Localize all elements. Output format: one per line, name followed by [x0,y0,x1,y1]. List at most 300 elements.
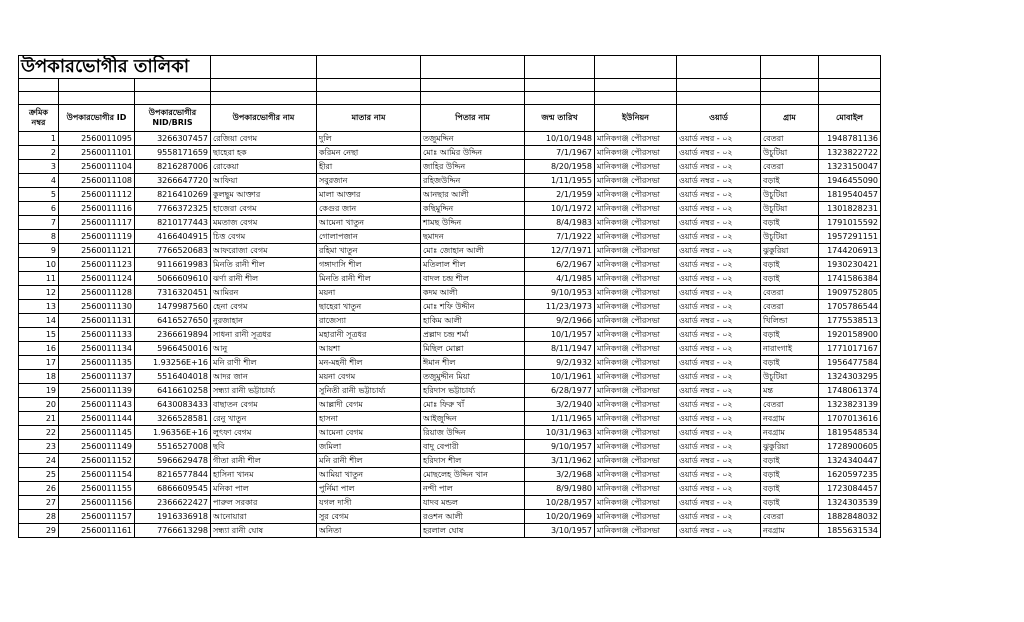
table-row [19,300,881,314]
cell-village: উচুটিয়া [761,188,819,202]
cell-beneficiary-id: 2560011104 [59,160,135,174]
cell-beneficiary-id: 2560011154 [59,468,135,482]
cell-father: তজুমদ্দিন [421,132,525,146]
cell-beneficiary-id: 2560011131 [59,314,135,328]
cell-mobile: 1301828231 [819,202,881,216]
cell-nid: 5516527008 [135,440,211,454]
cell-father: ছমাদন [421,230,525,244]
cell-nid: 6416610258 [135,384,211,398]
cell-union: মানিকগঞ্জ পৌরসভা [595,230,677,244]
cell-mother: পুর্নিমা পাল [317,482,421,496]
cell-nid: 8216410269 [135,188,211,202]
cell-beneficiary-id: 2560011095 [59,132,135,146]
cell-union: মানিকগঞ্জ পৌরসভা [595,468,677,482]
cell-beneficiary-id: 2560011137 [59,370,135,384]
cell-beneficiary-id: 2560011123 [59,258,135,272]
cell-mobile: 1948781136 [819,132,881,146]
cell-village: বড়াই [761,258,819,272]
cell-mobile: 1819548534 [819,426,881,440]
cell-ward: ওয়ার্ড নম্বর - ০২ [677,412,761,426]
header-dob: জন্ম তারিখ [525,105,595,132]
cell-union: মানিকগঞ্জ পৌরসভা [595,524,677,538]
cell-union: মানিকগঞ্জ পৌরসভা [595,398,677,412]
table-row [19,412,881,426]
cell-name: ছাহেরা হক [211,146,317,160]
cell-dob: 10/31/1963 [525,426,595,440]
cell-village: বেতরা [761,300,819,314]
cell-village: ঝুকুরিয়া [761,440,819,454]
cell-mobile: 1324303539 [819,496,881,510]
cell-name: ছবি [211,440,317,454]
cell-village: বড়াই [761,174,819,188]
cell-mobile: 1957291151 [819,230,881,244]
table-row [19,216,881,230]
cell-mobile: 1855631534 [819,524,881,538]
cell-mobile: 1323823139 [819,398,881,412]
cell-mother: ময়না [317,286,421,300]
cell-village: নবগ্রাম [761,426,819,440]
cell-mobile: 1744206913 [819,244,881,258]
cell-beneficiary-id: 2560011112 [59,188,135,202]
sheet-body [19,56,881,538]
header-serial: ক্রমিক নম্বর [19,105,59,132]
cell-beneficiary-id: 2560011152 [59,454,135,468]
cell-mother: মনি রানী শীল [317,454,421,468]
cell-nid: 9558171659 [135,146,211,160]
cell-nid: 5516404018 [135,370,211,384]
cell-village: বেতরা [761,286,819,300]
cell-village: বড়াই [761,328,819,342]
cell-mobile: 1909752805 [819,286,881,300]
cell-father: শামছ উদ্দিন [421,216,525,230]
table-row [19,132,881,146]
cell-nid: 6416527650 [135,314,211,328]
cell-ward: ওয়ার্ড নম্বর - ০২ [677,244,761,258]
cell-dob: 9/2/1966 [525,314,595,328]
cell-name: পারুল সরকার [211,496,317,510]
cell-nid: 7766520683 [135,244,211,258]
cell-ward: ওয়ার্ড নম্বর - ০২ [677,398,761,412]
cell-mother: দুলি [317,132,421,146]
cell-dob: 10/1/1957 [525,328,595,342]
cell-nid: 2366622427 [135,496,211,510]
cell-beneficiary-id: 2560011143 [59,398,135,412]
table-row [19,496,881,510]
cell-union: মানিকগঞ্জ পৌরসভা [595,286,677,300]
cell-name: আনু [211,342,317,356]
cell-serial: 17 [19,356,59,370]
cell-mobile: 1324303295 [819,370,881,384]
cell-beneficiary-id: 2560011156 [59,496,135,510]
cell-father: মিছিল মোল্লা [421,342,525,356]
cell-village: বেতরা [761,160,819,174]
cell-serial: 6 [19,202,59,216]
table-row [19,258,881,272]
cell-ward: ওয়ার্ড নম্বর - ০২ [677,524,761,538]
cell-serial: 19 [19,384,59,398]
cell-dob: 6/2/1967 [525,258,595,272]
cell-father: নন্দী পাল [421,482,525,496]
table-row [19,328,881,342]
cell-beneficiary-id: 2560011128 [59,286,135,300]
cell-mobile: 1771017167 [819,342,881,356]
cell-dob: 3/10/1957 [525,524,595,538]
cell-serial: 18 [19,370,59,384]
cell-serial: 11 [19,272,59,286]
cell-serial: 8 [19,230,59,244]
cell-village: ঝুকুরিয়া [761,244,819,258]
cell-union: মানিকগঞ্জ পৌরসভা [595,496,677,510]
cell-serial: 27 [19,496,59,510]
table-row [19,286,881,300]
cell-mobile: 1946455090 [819,174,881,188]
cell-dob: 7/1/1967 [525,146,595,160]
cell-mother: মিনতি রানী শীল [317,272,421,286]
cell-beneficiary-id: 2560011139 [59,384,135,398]
cell-name: আদর জান [211,370,317,384]
cell-father: মতিলাল শীল [421,258,525,272]
cell-mother: মালা আক্তার [317,188,421,202]
cell-mobile: 1323150047 [819,160,881,174]
cell-father: মোঃ আমির উদ্দিন [421,146,525,160]
cell-mother: হাসনা [317,412,421,426]
cell-nid: 1.96356E+16 [135,426,211,440]
cell-ward: ওয়ার্ড নম্বর - ০২ [677,356,761,370]
cell-nid: 1916336918 [135,510,211,524]
cell-serial: 7 [19,216,59,230]
cell-village: উচুটিয়া [761,370,819,384]
cell-mother: জমিলা [317,440,421,454]
cell-union: মানিকগঞ্জ পৌরসভা [595,440,677,454]
cell-union: মানিকগঞ্জ পৌরসভা [595,216,677,230]
cell-union: মানিকগঞ্জ পৌরসভা [595,244,677,258]
cell-mobile: 1920158900 [819,328,881,342]
blank-row [19,92,881,105]
cell-mother: করিমন নেছা [317,146,421,160]
cell-serial: 24 [19,454,59,468]
cell-name: রেজিয়া বেগম [211,132,317,146]
cell-mobile: 1705786544 [819,300,881,314]
cell-dob: 11/23/1973 [525,300,595,314]
cell-father: যাদব মন্ডল [421,496,525,510]
cell-serial: 1 [19,132,59,146]
table-row [19,314,881,328]
cell-union: মানিকগঞ্জ পৌরসভা [595,370,677,384]
cell-village: উচুটিয়া [761,146,819,160]
cell-mother: আল্লাদী বেগম [317,398,421,412]
cell-name: হেনা বেগম [211,300,317,314]
cell-dob: 8/4/1983 [525,216,595,230]
cell-union: মানিকগঞ্জ পৌরসভা [595,454,677,468]
cell-village: উচুটিয়া [761,230,819,244]
cell-serial: 28 [19,510,59,524]
cell-union: মানিকগঞ্জ পৌরসভা [595,174,677,188]
cell-mother: সবুরজান [317,174,421,188]
cell-father: মোঃ ফিরু খাঁ [421,398,525,412]
header-name: উপকারভোগীর নাম [211,105,317,132]
cell-nid: 8216577844 [135,468,211,482]
cell-mother: আমেনা বেগম [317,426,421,440]
cell-name: চিত্ত বেগম [211,230,317,244]
cell-village: বড়াই [761,272,819,286]
cell-village: বড়াই [761,496,819,510]
table-row [19,230,881,244]
cell-mother: মহারানী সূত্রধর [317,328,421,342]
cell-nid: 2366619894 [135,328,211,342]
cell-dob: 9/10/1953 [525,286,595,300]
cell-mobile: 1819540457 [819,188,881,202]
table-row [19,468,881,482]
cell-nid: 6866609545 [135,482,211,496]
cell-mobile: 1956477584 [819,356,881,370]
header-mother: মাতার নাম [317,105,421,132]
cell-beneficiary-id: 2560011119 [59,230,135,244]
table-row [19,342,881,356]
cell-name: মমতাজ বেগম [211,216,317,230]
table-row [19,524,881,538]
cell-village: বেতরা [761,132,819,146]
cell-beneficiary-id: 2560011116 [59,202,135,216]
cell-nid: 7766372325 [135,202,211,216]
cell-serial: 20 [19,398,59,412]
cell-serial: 21 [19,412,59,426]
cell-beneficiary-id: 2560011130 [59,300,135,314]
cell-father: হাকিম আলী [421,314,525,328]
cell-dob: 8/9/1980 [525,482,595,496]
cell-village: নবগ্রাম [761,524,819,538]
table-row [19,160,881,174]
cell-ward: ওয়ার্ড নম্বর - ০২ [677,328,761,342]
cell-dob: 8/20/1958 [525,160,595,174]
cell-union: মানিকগঞ্জ পৌরসভা [595,356,677,370]
header-village: গ্রাম [761,105,819,132]
cell-mobile: 1620597235 [819,468,881,482]
cell-mobile: 1775538513 [819,314,881,328]
cell-ward: ওয়ার্ড নম্বর - ০২ [677,314,761,328]
cell-name: হাজেরা বেগম [211,202,317,216]
cell-ward: ওয়ার্ড নম্বর - ০২ [677,146,761,160]
table-row [19,356,881,370]
cell-name: আমিরন [211,286,317,300]
cell-union: মানিকগঞ্জ পৌরসভা [595,202,677,216]
cell-union: মানিকগঞ্জ পৌরসভা [595,314,677,328]
table-row [19,188,881,202]
cell-nid: 1479987560 [135,300,211,314]
cell-nid: 3266528581 [135,412,211,426]
cell-village: বড়াই [761,454,819,468]
beneficiary-sheet [18,55,881,538]
cell-union: মানিকগঞ্জ পৌরসভা [595,272,677,286]
cell-ward: ওয়ার্ড নম্বর - ০২ [677,258,761,272]
cell-nid: 7766613298 [135,524,211,538]
cell-beneficiary-id: 2560011124 [59,272,135,286]
cell-nid: 5966450016 [135,342,211,356]
cell-name: লুৎফা বেগম [211,426,317,440]
cell-serial: 25 [19,468,59,482]
cell-dob: 4/1/1985 [525,272,595,286]
cell-dob: 10/1/1961 [525,370,595,384]
cell-mother: যগল দাসী [317,496,421,510]
cell-serial: 3 [19,160,59,174]
cell-name: মিনতি রানী শীল [211,258,317,272]
cell-ward: ওয়ার্ড নম্বর - ০২ [677,440,761,454]
cell-mother: মন-মহনী শীল [317,356,421,370]
cell-name: মনিকা পাল [211,482,317,496]
cell-beneficiary-id: 2560011161 [59,524,135,538]
cell-mother: সুর বেগম [317,510,421,524]
cell-dob: 3/2/1940 [525,398,595,412]
cell-serial: 23 [19,440,59,454]
cell-village: নারাংগাই [761,342,819,356]
cell-name: আফরোজা বেগম [211,244,317,258]
cell-serial: 4 [19,174,59,188]
cell-nid: 9116619983 [135,258,211,272]
table-row [19,482,881,496]
cell-ward: ওয়ার্ড নম্বর - ০২ [677,132,761,146]
cell-name: রেনু খাতুন [211,412,317,426]
cell-village: বড়াই [761,216,819,230]
cell-dob: 10/20/1969 [525,510,595,524]
cell-beneficiary-id: 2560011135 [59,356,135,370]
cell-mother: সুনিতী রানী ভট্টাচার্য্য [317,384,421,398]
header-ward: ওয়ার্ড [677,105,761,132]
cell-union: মানিকগঞ্জ পৌরসভা [595,412,677,426]
cell-beneficiary-id: 2560011134 [59,342,135,356]
cell-name: কুলছুম আক্তার [211,188,317,202]
cell-union: মানিকগঞ্জ পৌরসভা [595,258,677,272]
cell-mother: ময়না বেগম [317,370,421,384]
cell-union: মানিকগঞ্জ পৌরসভা [595,384,677,398]
header-nid: উপকারভোগীর NID/BRIS [135,105,211,132]
cell-mother: হীরা [317,160,421,174]
header-union: ইউনিয়ন [595,105,677,132]
table-row [19,454,881,468]
cell-name: মনি রাণী শীল [211,356,317,370]
table-row [19,272,881,286]
cell-ward: ওয়ার্ড নম্বর - ০২ [677,426,761,440]
cell-serial: 16 [19,342,59,356]
table-row [19,398,881,412]
cell-mobile: 1748061374 [819,384,881,398]
table-row [19,244,881,258]
cell-nid: 5966629478 [135,454,211,468]
cell-ward: ওয়ার্ড নম্বর - ০২ [677,454,761,468]
header-row [19,105,881,132]
cell-ward: ওয়ার্ড নম্বর - ০২ [677,496,761,510]
cell-nid: 7316320451 [135,286,211,300]
cell-mother: গঙ্গাদাসি শীল [317,258,421,272]
cell-dob: 10/1/1972 [525,202,595,216]
table-row [19,510,881,524]
cell-beneficiary-id: 2560011101 [59,146,135,160]
cell-village: উচুটিয়া [761,202,819,216]
cell-father: রিয়াজ উদ্দিন [421,426,525,440]
cell-serial: 14 [19,314,59,328]
cell-union: মানিকগঞ্জ পৌরসভা [595,132,677,146]
header-father: পিতার নাম [421,105,525,132]
cell-ward: ওয়ার্ড নম্বর - ০২ [677,160,761,174]
cell-name: রোকেয়া [211,160,317,174]
cell-name: সন্ধ্যা রানী ভট্টাচার্য্য [211,384,317,398]
cell-village: বড়াই [761,482,819,496]
cell-nid: 6430083433 [135,398,211,412]
cell-union: মানিকগঞ্জ পৌরসভা [595,300,677,314]
cell-mother: আয়শা [317,342,421,356]
cell-ward: ওয়ার্ড নম্বর - ০২ [677,230,761,244]
cell-dob: 12/7/1971 [525,244,595,258]
cell-union: মানিকগঞ্জ পৌরসভা [595,160,677,174]
table-row [19,370,881,384]
cell-father: রহিজউদ্দিন [421,174,525,188]
cell-beneficiary-id: 2560011145 [59,426,135,440]
cell-union: মানিকগঞ্জ পৌরসভা [595,146,677,160]
cell-nid: 3266307457 [135,132,211,146]
cell-village: বড়াই [761,356,819,370]
cell-mother: অনিতা [317,524,421,538]
cell-beneficiary-id: 2560011144 [59,412,135,426]
cell-mother: গোলাপজান [317,230,421,244]
header-mobile: মোবাইল [819,105,881,132]
cell-beneficiary-id: 2560011149 [59,440,135,454]
cell-name: হাসিনা খানম [211,468,317,482]
cell-father: রওশন আলী [421,510,525,524]
cell-ward: ওয়ার্ড নম্বর - ০২ [677,272,761,286]
cell-union: মানিকগঞ্জ পৌরসভা [595,328,677,342]
table-row [19,146,881,160]
cell-mother: কেগুর জান [317,202,421,216]
cell-ward: ওয়ার্ড নম্বর - ০২ [677,342,761,356]
cell-mobile: 1791015592 [819,216,881,230]
cell-ward: ওয়ার্ড নম্বর - ০২ [677,286,761,300]
cell-serial: 9 [19,244,59,258]
cell-beneficiary-id: 2560011157 [59,510,135,524]
cell-name: আফিয়া [211,174,317,188]
cell-mother: ছাহেরা খাতুন [317,300,421,314]
cell-mother: রহিমা খাতুন [317,244,421,258]
cell-village: নবগ্রাম [761,412,819,426]
cell-beneficiary-id: 2560011133 [59,328,135,342]
cell-father: মোছলেহ উদ্দিন খান [421,468,525,482]
cell-serial: 26 [19,482,59,496]
cell-ward: ওয়ার্ড নম্বর - ০২ [677,510,761,524]
cell-ward: ওয়ার্ড নম্বর - ০২ [677,384,761,398]
cell-nid: 1.93256E+16 [135,356,211,370]
table-row [19,174,881,188]
cell-mobile: 1930230421 [819,258,881,272]
header-beneficiary-id: উপকারভোগীর ID [59,105,135,132]
cell-nid: 8216287006 [135,160,211,174]
cell-father: কদম আলী [421,286,525,300]
blank-row [19,79,881,92]
cell-name: সাধনা রানী সূত্রধর [211,328,317,342]
cell-father: তজুমুদ্দীন মিয়া [421,370,525,384]
cell-father: বাদু বেপারী [421,440,525,454]
cell-village: বেতরা [761,510,819,524]
cell-ward: ওয়ার্ড নম্বর - ০২ [677,468,761,482]
cell-name: গীতা রানী শীল [211,454,317,468]
cell-beneficiary-id: 2560011121 [59,244,135,258]
cell-dob: 10/10/1948 [525,132,595,146]
cell-ward: ওয়ার্ড নম্বর - ০২ [677,188,761,202]
cell-dob: 1/11/1955 [525,174,595,188]
cell-name: ঝর্ণা রানী শীল [211,272,317,286]
cell-ward: ওয়ার্ড নম্বর - ০২ [677,300,761,314]
cell-beneficiary-id: 2560011117 [59,216,135,230]
cell-ward: ওয়ার্ড নম্বর - ০২ [677,174,761,188]
cell-mobile: 1323822722 [819,146,881,160]
cell-dob: 3/2/1968 [525,468,595,482]
cell-name: আনোয়ারা [211,510,317,524]
